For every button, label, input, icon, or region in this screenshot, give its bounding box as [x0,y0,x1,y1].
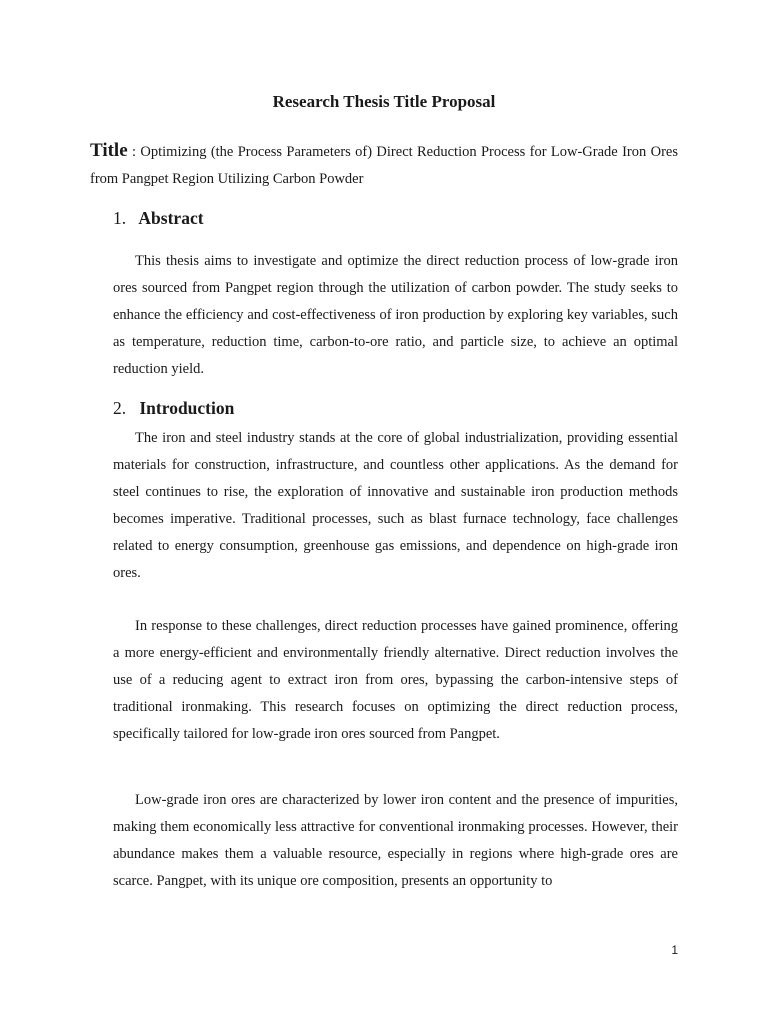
introduction-paragraph-1: The iron and steel industry stands at the core of global industrialization, providing essential materials for construction, infrastructure, and countless other applications. As the demand for steel continues to rise, the exploration of innovative and sustainable iron production methods becomes imperative. Traditional processes, such as blast furnace technology, face challenges related to energy consumption, greenhouse gas emissions, and dependence on high-grade iron ores. [113,430,678,581]
section-number: 1. [113,208,127,228]
section-number: 2. [113,398,127,418]
document-heading: Research Thesis Title Proposal [272,92,496,111]
title-block [90,137,678,193]
introduction-paragraph-3: Low-grade iron ores are characterized by lower iron content and the presence of impurities, making them economically less attractive for conventional ironmaking processes. However, their abundance makes them a valuable resource, especially in regions where high-grade ores are scarce. Pangpet, with its unique ore composition, presents an opportunity to [113,792,678,889]
title-separator: : [127,144,141,160]
introduction-paragraph-2: In response to these challenges, direct reduction processes have gained prominence, offering a more energy-efficient and environmentally friendly alternative. Direct reduction involves the use of a reducing agent to extract iron from ores, bypassing the carbon-intensive steps of traditional ironmaking. This research focuses on optimizing the direct reduction process, specifically tailored for low-grade iron ores sourced from Pangpet. [113,618,678,742]
title-text: Optimizing (the Process Parameters of) Direct Reduction Process for Low-Grade Iron Ores from Pangpet Region Utilizing Carbon Powder [90,144,678,187]
abstract-paragraph: This thesis aims to investigate and optimize the direct reduction process of low-grade iron ores sourced from Pangpet region through the utilization of carbon powder. The study seeks to enhance the efficiency and cost-effectiveness of iron production by exploring key variables, such as temperature, reduction time, carbon-to-ore ratio, and particle size, to achieve an optimal reduction yield. [113,253,678,377]
title-label: Title [90,140,128,161]
section-title: Introduction [139,398,235,418]
section-title: Abstract [138,208,204,228]
page-number: 1 [671,943,678,957]
section-heading-abstract [113,208,204,229]
section-heading-introduction [113,398,234,419]
